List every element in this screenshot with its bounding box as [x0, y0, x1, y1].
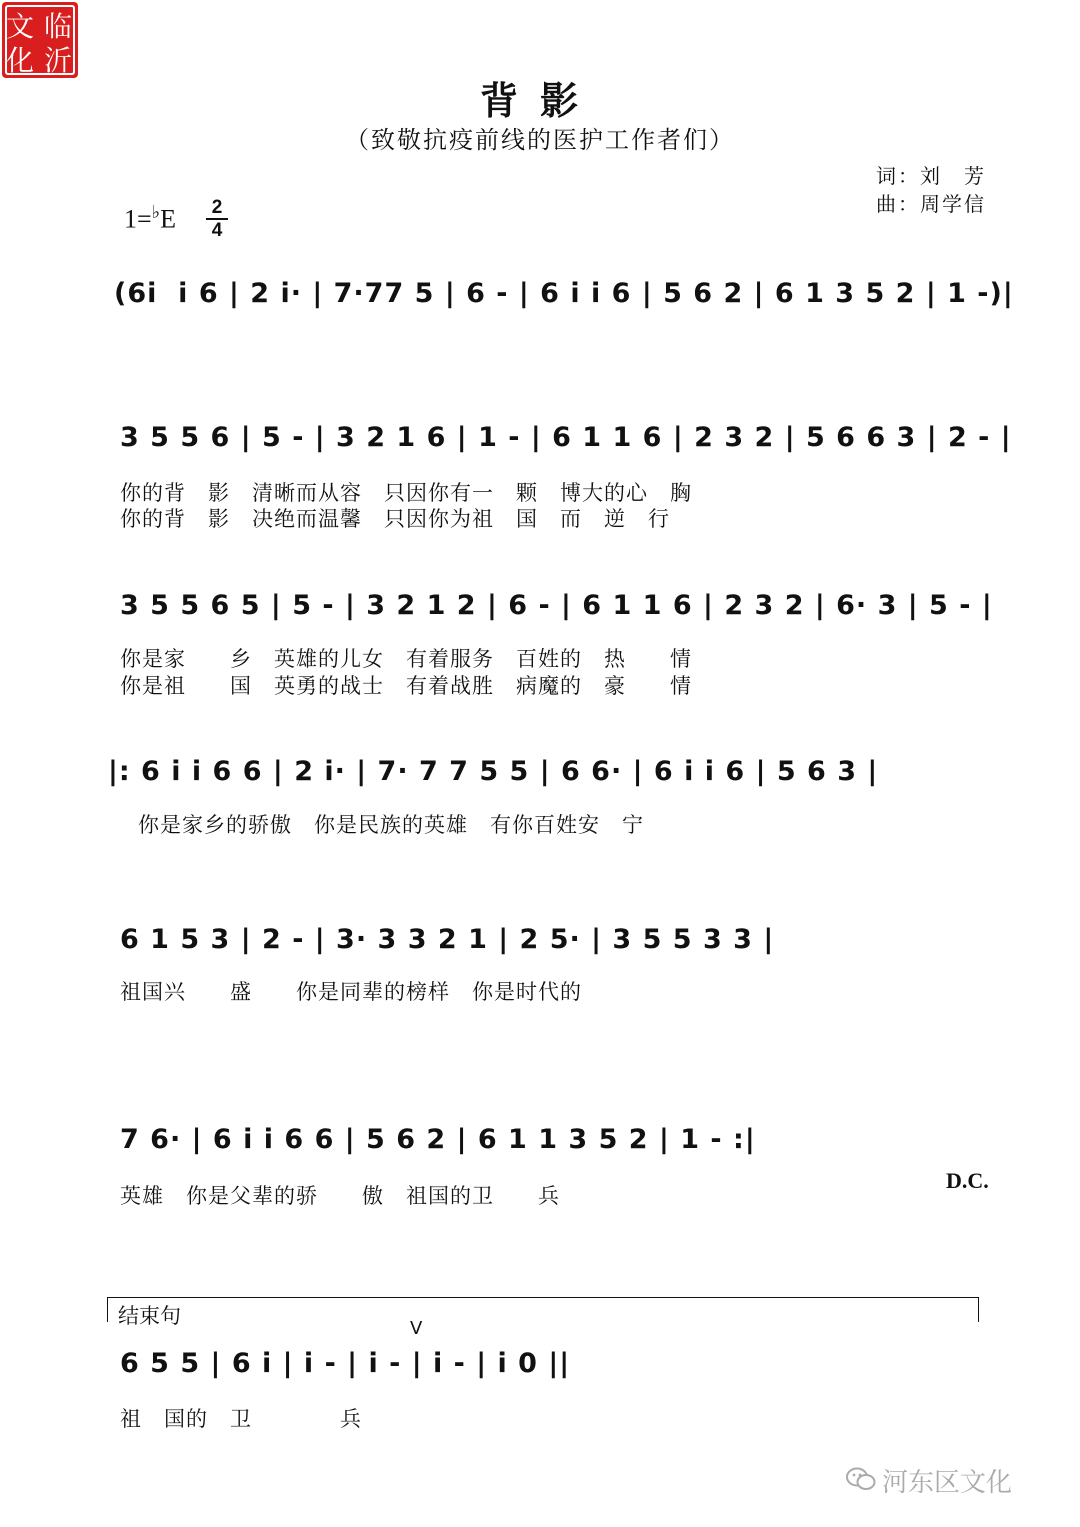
svg-text:临: 临 — [43, 10, 73, 43]
notation-line-3: 3 5 5 6 5 | 5 - | 3 2 1 2 | 6 - | 6 1 1 6 | 2 3 2 | 6· 3 | 5 - | — [120, 590, 993, 621]
time-denominator: 4 — [211, 220, 223, 241]
watermark-text: 河东区文化 — [882, 1468, 1013, 1498]
ending-bracket — [107, 1297, 979, 1322]
notation-line-1: (6i i 6 | 2 i· | 7·77 5 | 6 - | 6 i i 6 | 5 6 2 | 6 1 3 5 2 | 1 -)| — [114, 278, 1014, 309]
key-prefix: 1= — [124, 204, 152, 234]
svg-text:文: 文 — [5, 10, 35, 43]
notation-line-ending: 6 5 5 | 6 i | i - | i - | i - | i 0 || — [120, 1348, 571, 1379]
notation-line-5: 6 1 5 3 | 2 - | 3· 3 3 2 1 | 2 5· | 3 5 5 3 3 | — [120, 924, 775, 955]
lyric-line-2-verse-1: 你的背 影 清晰而从容 只因你有一 颗 博大的心 胸 — [120, 481, 692, 505]
time-numerator: 2 — [211, 197, 223, 218]
svg-text:沂: 沂 — [43, 44, 73, 77]
lyric-line-3-verse-2: 你是祖 国 英勇的战士 有着战胜 病魔的 豪 情 — [120, 674, 692, 698]
lyricist-credit: 词：刘 芳 — [876, 164, 986, 188]
lyric-line-4: 你是家乡的骄傲 你是民族的英雄 有你百姓安 宁 — [138, 813, 644, 837]
seal-stamp — [0, 0, 80, 80]
song-title: 背影 — [479, 79, 600, 123]
notation-line-6: 7 6· | 6 i i 6 6 | 5 6 2 | 6 1 1 3 5 2 | 1 - :| — [120, 1124, 756, 1155]
song-subtitle: （致敬抗疫前线的医护工作者们） — [345, 126, 735, 154]
key-signature — [124, 202, 176, 235]
notation-line-4: |: 6 i i 6 6 | 2 i· | 7· 7 7 5 5 | 6 6· | 6 i i 6 | 5 6 3 | — [108, 756, 879, 787]
composer-credit: 曲：周学信 — [876, 192, 986, 216]
dc-mark: D.C. — [946, 1168, 989, 1193]
notation-line-2: 3 5 5 6 | 5 - | 3 2 1 6 | 1 - | 6 1 1 6 | 2 3 2 | 5 6 6 3 | 2 - | — [120, 422, 1012, 453]
lyric-line-5: 祖国兴 盛 你是同辈的榜样 你是时代的 — [120, 980, 582, 1004]
lyric-line-ending: 祖 国的 卫 兵 — [120, 1407, 362, 1431]
breath-mark: V — [410, 1318, 423, 1339]
lyric-line-2-verse-2: 你的背 影 决绝而温馨 只因你为祖 国 而 逆 行 — [120, 507, 670, 531]
svg-text:化: 化 — [5, 44, 35, 77]
lyric-line-6: 英雄 你是父辈的骄 傲 祖国的卫 兵 — [120, 1184, 560, 1208]
lyric-line-3-verse-1: 你是家 乡 英雄的儿女 有着服务 百姓的 热 情 — [120, 647, 692, 671]
wechat-icon — [846, 1466, 876, 1492]
ending-label: 结束句 — [118, 1304, 181, 1328]
key-note: E — [160, 204, 177, 234]
flat-sign: ♭ — [151, 202, 161, 222]
time-signature — [206, 198, 228, 240]
